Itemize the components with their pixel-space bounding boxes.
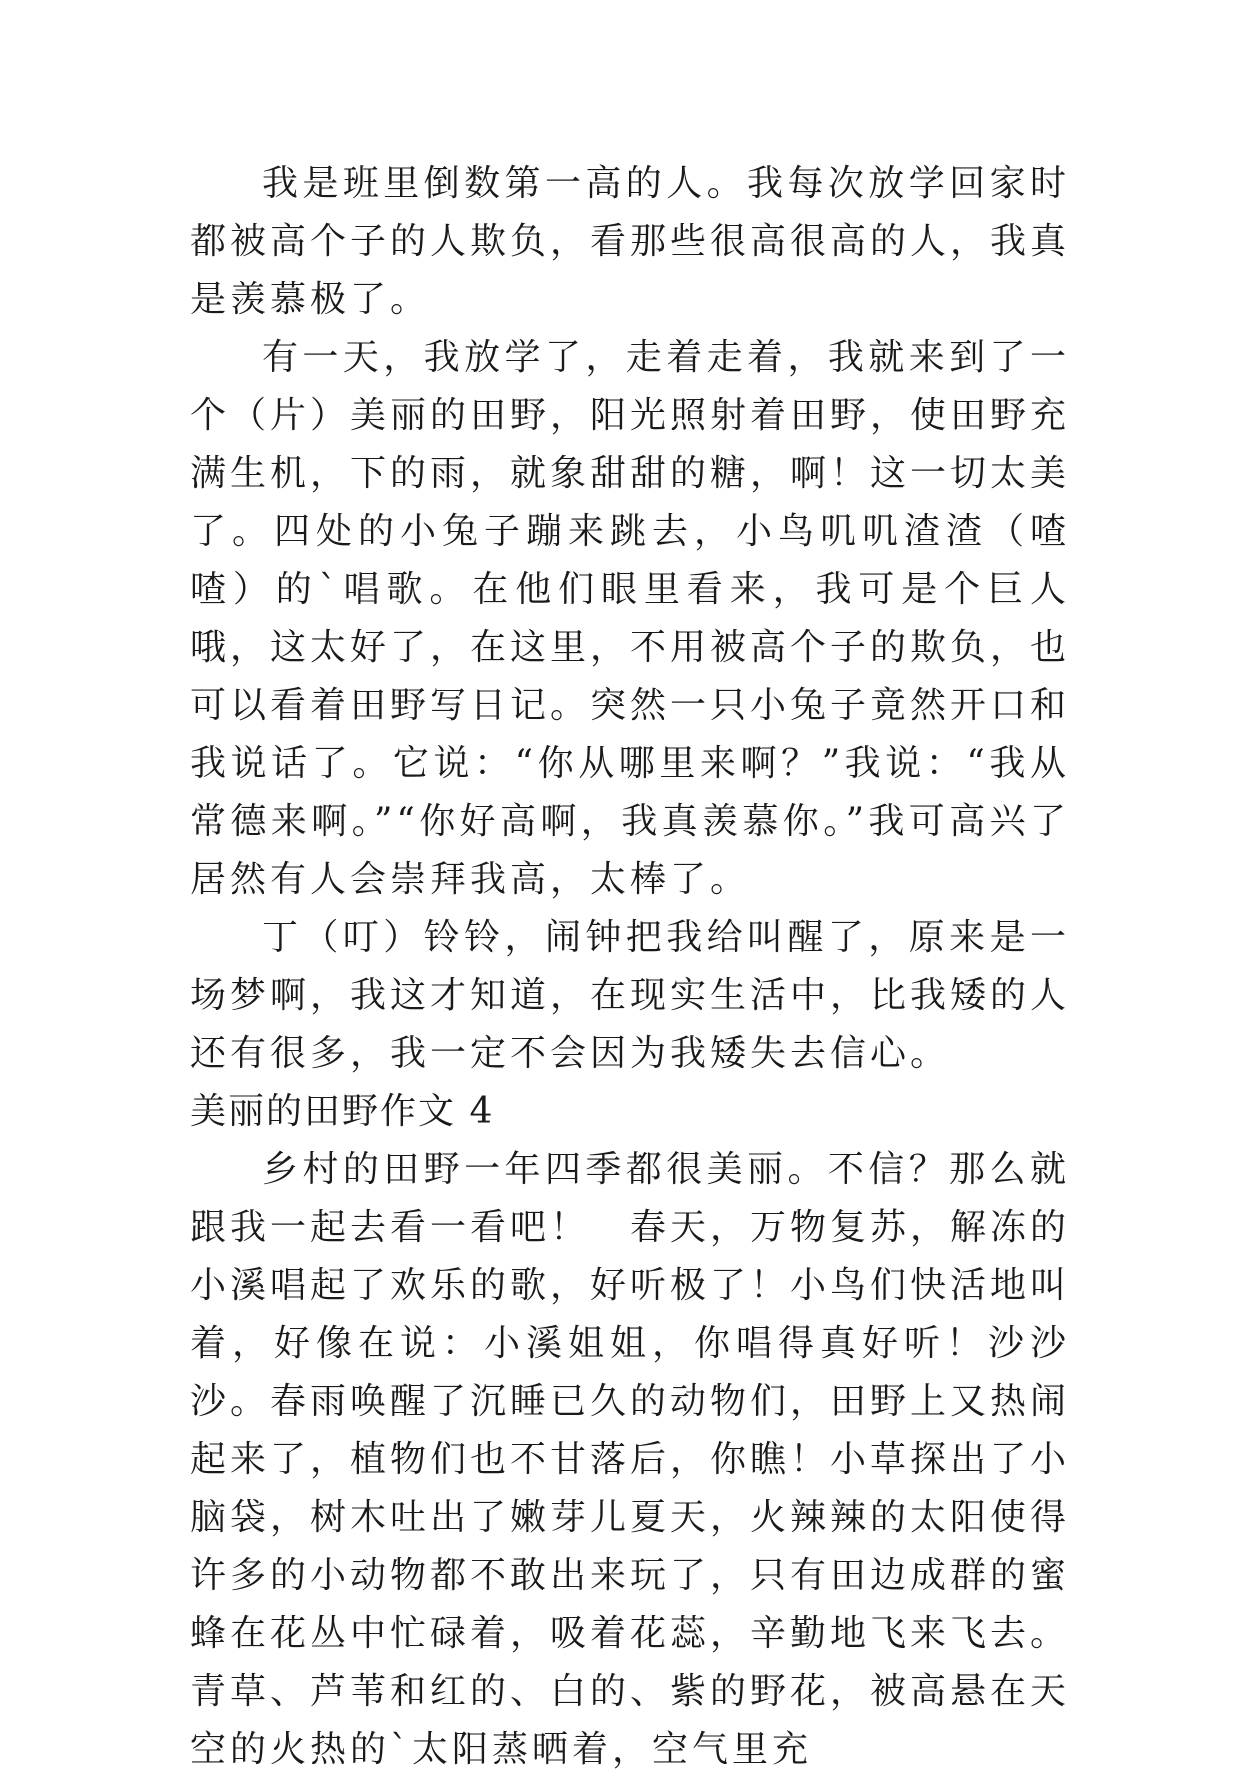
section-heading: 美丽的田野作文 4	[190, 1091, 495, 1132]
paragraph: 丁（叮）铃铃，闹钟把我给叫醒了，原来是一场梦啊，我这才知道，在现实生活中，比我矮的人还有很多，我一定不会因为我矮失去信心。	[190, 917, 1071, 1074]
paragraph: 有一天，我放学了，走着走着，我就来到了一个（片）美丽的田野，阳光照射着田野，使田野充满生机，下的雨，就象甜甜的糖，啊！这一切太美了。四处的小兔子蹦来跳去，小鸟叽叽渣渣（喳喳）的`唱歌。在他们眼里看来，我可是个巨人哦，这太好了，在这里，不用被高个子的欺负，也可以看着田野写日记。突然一只小兔子竟然开口和我说话了。它说：“你从哪里来啊？”我说：“我从常德来啊。”“你好高啊，我真羡慕你。”我可高兴了居然有人会崇拜我高，太棒了。	[190, 337, 1071, 900]
paragraph: 乡村的田野一年四季都很美丽。不信？那么就跟我一起去看一看吧！ 春天，万物复苏，解冻的小溪唱起了欢乐的歌，好听极了！小鸟们快活地叫着，好像在说：小溪姐姐，你唱得真好听！沙沙沙。春雨唤醒了沉睡已久的动物们，田野上又热闹起来了，植物们也不甘落后，你瞧！小草探出了小脑袋，树木吐出了嫩芽儿夏天，火辣辣的太阳使得许多的小动物都不敢出来玩了，只有田边成群的蜜蜂在花丛中忙碌着，吸着花蕊，辛勤地飞来飞去。青草、芦苇和红的、白的、紫的野花，被高悬在天空的火热的`太阳蒸晒着，空气里充	[190, 1149, 1071, 1770]
paragraph: 我是班里倒数第一高的人。我每次放学回家时都被高个子的人欺负，看那些很高很高的人，我真是羡慕极了。	[190, 163, 1071, 320]
document-body	[190, 155, 1070, 1779]
